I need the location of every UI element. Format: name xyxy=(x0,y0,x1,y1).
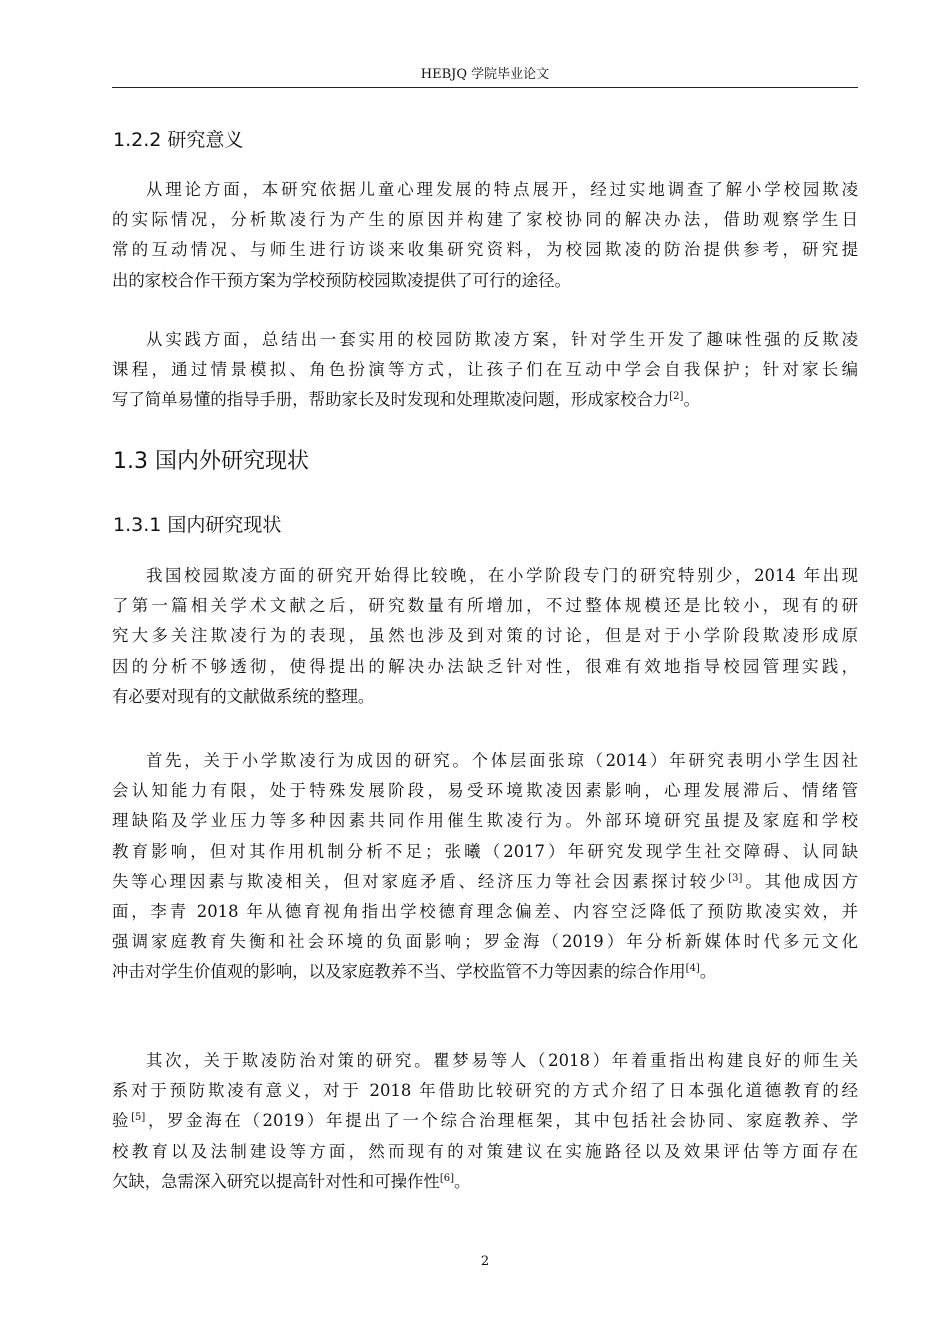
text-span: 。 xyxy=(683,390,700,410)
text-line: 理缺陷及学业压力等多种因素共同作用催生欺凌行为。外部环境研究虽提及家庭和学校 xyxy=(112,811,858,831)
citation-ref: [4] xyxy=(685,963,700,975)
text-line xyxy=(112,1167,858,1197)
text-line xyxy=(112,867,858,897)
paragraph-domestic-overview xyxy=(112,561,858,712)
running-header: HEBJQ 学院毕业论文 xyxy=(420,67,550,82)
text-line: 首先，关于小学欺凌行为成因的研究。个体层面张琼（2014）年研究表明小学生因社 xyxy=(146,751,858,770)
text-span: ，罗金海在（2019）年提出了一个综合治理框架，其中包括社会协同、家庭教养、学 xyxy=(145,1111,858,1131)
text-line: 我国校园欺凌方面的研究开始得比较晚，在小学阶段专门的研究特别少，2014 年出现 xyxy=(146,566,858,585)
page-number: 2 xyxy=(480,1254,490,1269)
heading-1-3: 1.3 国内外研究现状 xyxy=(113,449,309,474)
paragraph-practice xyxy=(112,325,858,416)
text-span: 。其他成因方 xyxy=(742,871,858,891)
text-line: 因的分析不够透彻，使得提出的解决办法缺乏针对性，很难有效地指导校园管理实践， xyxy=(112,656,858,676)
text-line: 有必要对现有的文献做系统的整理。 xyxy=(112,686,375,706)
citation-ref: [5] xyxy=(131,1112,146,1124)
paragraph-causes xyxy=(112,746,858,988)
text-line: 出的家校合作干预方案为学校预防校园欺凌提供了可行的途径。 xyxy=(112,270,571,290)
text-line: 常的互动情况、与师生进行访谈来收集研究资料，为校园欺凌的防治提供参考，研究提 xyxy=(112,240,858,260)
text-line: 从理论方面，本研究依据儿童心理发展的特点展开，经过实地调查了解小学校园欺凌 xyxy=(146,180,858,199)
text-line xyxy=(112,385,858,415)
text-line xyxy=(112,957,858,987)
heading-1-2-2: 1.2.2 研究意义 xyxy=(113,129,244,151)
text-line: 其次，关于欺凌防治对策的研究。瞿梦易等人（2018）年着重指出构建良好的师生关 xyxy=(146,1051,858,1070)
text-line: 课程，通过情景模拟、角色扮演等方式，让孩子们在互动中学会自我保护；针对家长编 xyxy=(112,360,858,380)
text-line xyxy=(112,1106,858,1136)
heading-1-3-1: 1.3.1 国内研究现状 xyxy=(113,514,282,536)
text-line: 强调家庭教育失衡和社会环境的负面影响；罗金海（2019）年分析新媒体时代多元文化 xyxy=(112,932,858,952)
text-line: 系对于预防欺凌有意义，对于 2018 年借助比较研究的方式介绍了日本强化道德教育的经 xyxy=(112,1081,858,1101)
text-span: 。 xyxy=(699,962,717,982)
citation-ref: [3] xyxy=(728,872,743,884)
text-span: 写了简单易懂的指导手册，帮助家长及时发现和处理欺凌问题，形成家校合力 xyxy=(112,390,670,410)
header-rule xyxy=(112,87,858,88)
text-span: 冲击对学生价值观的影响，以及家庭教养不当、学校监管不力等因素的综合作用 xyxy=(112,962,686,982)
text-span: 验 xyxy=(112,1111,132,1131)
text-span: 欠缺，急需深入研究以提高针对性和可操作性 xyxy=(112,1171,440,1191)
text-line: 教育影响，但对其作用机制分析不足；张曦（2017）年研究发现学生社交障碍、认同缺 xyxy=(112,841,858,861)
citation-ref: [6] xyxy=(439,1172,454,1184)
text-line: 的实际情况，分析欺凌行为产生的原因并构建了家校协同的解决办法，借助观察学生日 xyxy=(112,210,858,230)
text-line: 面，李青 2018 年从德育视角指出学校德育理念偏差、内容空泛降低了预防欺凌实效，并 xyxy=(112,901,858,921)
text-line: 校教育以及法制建设等方面，然而现有的对策建议在实施路径以及效果评估等方面存在 xyxy=(112,1141,858,1161)
text-span: 失等心理因素与欺凌相关，但对家庭矛盾、经济压力等社会因素探讨较少 xyxy=(112,871,729,891)
citation-ref: [2] xyxy=(669,391,684,403)
text-line: 了第一篇相关学术文献之后，研究数量有所增加，不过整体规模还是比较小，现有的研 xyxy=(112,596,858,616)
text-line: 会认知能力有限，处于特殊发展阶段，易受环境欺凌因素影响，心理发展滞后、情绪管 xyxy=(112,781,858,801)
text-line: 究大多关注欺凌行为的表现，虽然也涉及到对策的讨论，但是对于小学阶段欺凌形成原 xyxy=(112,626,858,646)
paragraph-theory xyxy=(112,175,858,296)
text-span: 。 xyxy=(453,1171,471,1191)
text-line: 从实践方面，总结出一套实用的校园防欺凌方案，针对学生开发了趣味性强的反欺凌 xyxy=(146,330,858,349)
paragraph-countermeasures xyxy=(112,1046,858,1197)
